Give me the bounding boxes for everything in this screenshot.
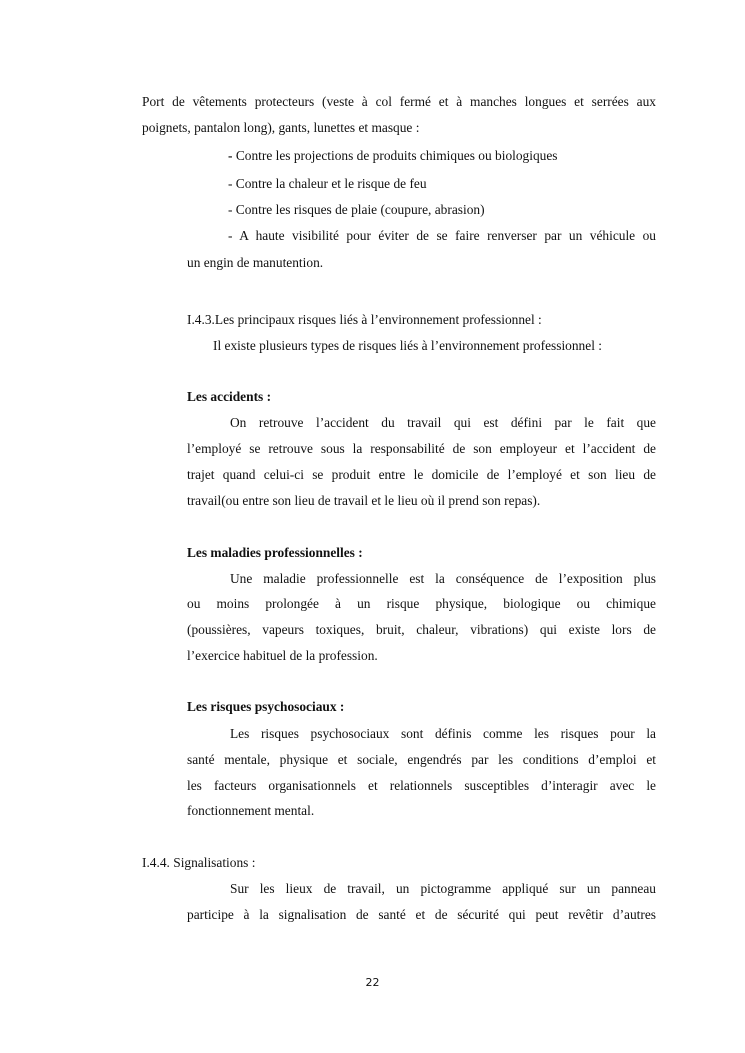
maladies-title: Les maladies professionnelles : — [187, 545, 363, 560]
psychosociaux-line-3: les facteurs organisationnels et relationnels susceptibles d’interagir avec le — [187, 778, 656, 793]
bullet-text: Contre les projections de produits chimiques ou biologiques — [232, 148, 558, 163]
maladies-line-4: l’exercice habituel de la profession. — [187, 648, 378, 663]
intro-line-2: poignets, pantalon long), gants, lunettes et masque : — [142, 120, 420, 135]
intro-line-1: Port de vêtements protecteurs (veste à col fermé et à manches longues et serrées aux — [142, 94, 656, 109]
accidents-line-4: travail(ou entre son lieu de travail et le lieu où il prend son repas). — [187, 493, 541, 508]
bullet-2: - Contre la chaleur et le risque de feu — [228, 176, 427, 191]
maladies-line-2: ou moins prolongée à un risque physique, biologique ou chimique — [187, 596, 656, 611]
psychosociaux-line-1: Les risques psychosociaux sont définis comme les risques pour la — [230, 726, 656, 741]
maladies-line-3: (poussières, vapeurs toxiques, bruit, chaleur, vibrations) qui existe lors de — [187, 622, 656, 637]
psychosociaux-line-2: santé mentale, physique et sociale, engendrés par les conditions d’emploi et — [187, 752, 656, 767]
accidents-line-1: On retrouve l’accident du travail qui est défini par le fait que — [230, 415, 656, 430]
psychosociaux-line-4: fonctionnement mental. — [187, 803, 315, 818]
section-heading-i43: I.4.3.Les principaux risques liés à l’environnement professionnel : — [187, 312, 542, 327]
bullet-4: - A haute visibilité pour éviter de se faire renverser par un véhicule ou — [228, 228, 656, 243]
bullet-1 — [228, 148, 558, 164]
signalisations-line-2: participe à la signalisation de santé et de sécurité qui peut revêtir d’autres — [187, 907, 656, 922]
accidents-line-2: l’employé se retrouve sous la responsabilité de son employeur et l’accident de — [187, 441, 656, 456]
accidents-title: Les accidents : — [187, 389, 272, 404]
signalisations-line-1: Sur les lieux de travail, un pictogramme appliqué sur un panneau — [230, 881, 656, 896]
section-intro-i43: Il existe plusieurs types de risques liés à l’environnement professionnel : — [213, 338, 602, 353]
maladies-line-1: Une maladie professionnelle est la conséquence de l’exposition plus — [230, 571, 656, 586]
section-heading-i44: I.4.4. Signalisations : — [142, 855, 256, 870]
bullet-dash: - — [228, 148, 233, 163]
bullet-4-continuation: un engin de manutention. — [187, 255, 324, 270]
psychosociaux-title: Les risques psychosociaux : — [187, 699, 345, 714]
bullet-3: - Contre les risques de plaie (coupure, abrasion) — [228, 202, 485, 217]
page-number: 22 — [365, 976, 380, 989]
accidents-line-3: trajet quand celui-ci se produit entre le domicile de l’employé et son lieu de — [187, 467, 656, 482]
